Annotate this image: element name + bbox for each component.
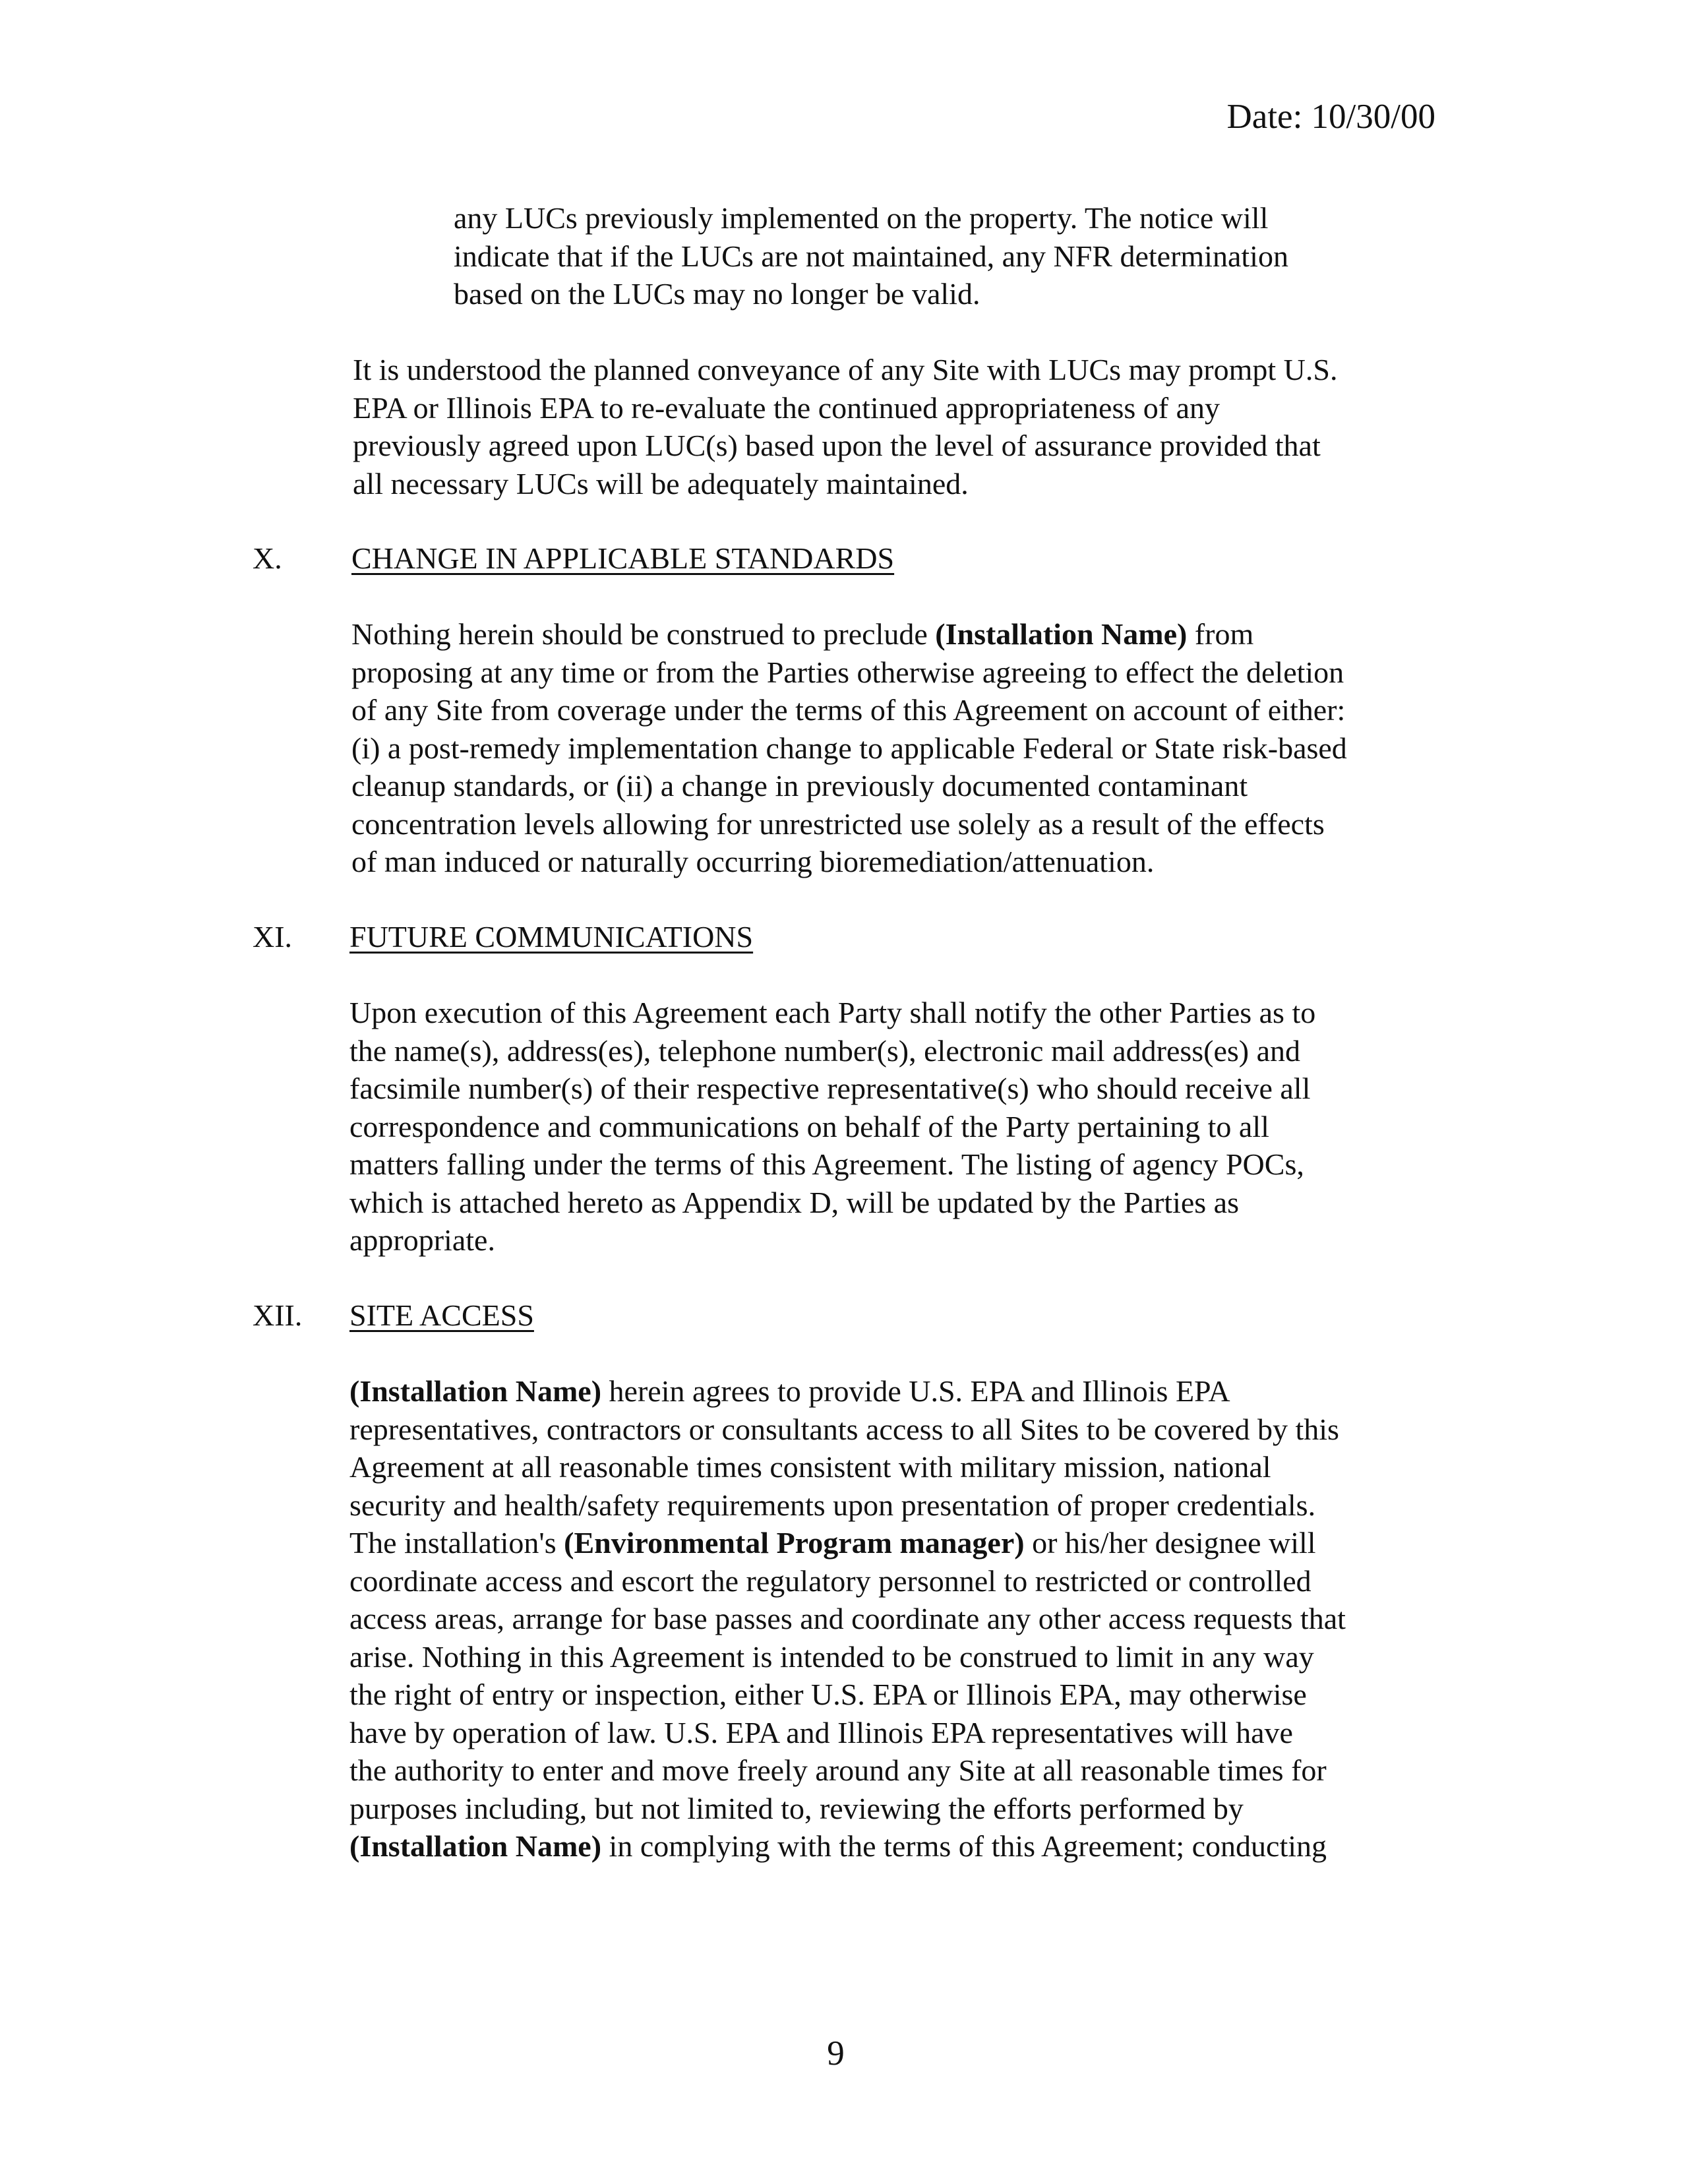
section-xi-title: FUTURE COMMUNICATIONS bbox=[349, 920, 754, 954]
text-line: It is understood the planned conveyance of any Site with LUCs may prompt U.S. bbox=[353, 353, 1338, 386]
text-line bbox=[349, 1827, 1346, 1866]
text-run: The installation's bbox=[349, 1526, 564, 1560]
text-line bbox=[349, 1372, 1346, 1410]
page-number: 9 bbox=[827, 2034, 845, 2073]
bold-placeholder: (Installation Name) bbox=[349, 1829, 602, 1863]
text-line: Agreement at all reasonable times consistent with military mission, national bbox=[349, 1450, 1271, 1484]
text-line: (i) a post-remedy implementation change to applicable Federal or State risk-based bbox=[351, 731, 1347, 765]
text-line: purposes including, but not limited to, reviewing the efforts performed by bbox=[349, 1791, 1244, 1825]
text-run: or his/her designee will bbox=[1024, 1526, 1316, 1560]
conveyance-paragraph bbox=[353, 351, 1337, 502]
text-run: from bbox=[1187, 617, 1254, 651]
text-line: representatives, contractors or consultants access to all Sites to be covered by this bbox=[349, 1412, 1339, 1446]
text-line: facsimile number(s) of their respective representative(s) who should receive all bbox=[349, 1072, 1311, 1105]
section-xii-paragraph bbox=[349, 1372, 1346, 1866]
section-x-number: X. bbox=[253, 541, 282, 575]
text-line: proposing at any time or from the Parties otherwise agreeing to effect the deletion bbox=[351, 655, 1344, 689]
text-line: previously agreed upon LUC(s) based upon the level of assurance provided that bbox=[353, 429, 1321, 462]
text-line: of any Site from coverage under the terms of this Agreement on account of either: bbox=[351, 693, 1346, 727]
text-line: the name(s), address(es), telephone number(s), electronic mail address(es) and bbox=[349, 1033, 1301, 1068]
bold-placeholder: (Installation Name) bbox=[349, 1374, 602, 1408]
text-line: have by operation of law. U.S. EPA and Illinois EPA representatives will have bbox=[349, 1715, 1293, 1749]
section-xii-title: SITE ACCESS bbox=[349, 1298, 534, 1332]
text-line: matters falling under the terms of this Agreement. The listing of agency POCs, bbox=[349, 1147, 1304, 1181]
text-line: the right of entry or inspection, either U.S. EPA or Illinois EPA, may otherwise bbox=[349, 1678, 1307, 1711]
text-line: which is attached hereto as Appendix D, will be updated by the Parties as bbox=[349, 1185, 1239, 1219]
section-x-paragraph bbox=[351, 615, 1347, 881]
text-line: appropriate. bbox=[349, 1223, 495, 1257]
text-line: all necessary LUCs will be adequately maintained. bbox=[353, 466, 969, 501]
text-line: the authority to enter and move freely around any Site at all reasonable times for bbox=[349, 1753, 1327, 1787]
bold-placeholder: (Environmental Program manager) bbox=[564, 1526, 1025, 1560]
text-line bbox=[351, 615, 1347, 653]
text-line: cleanup standards, or (ii) a change in previously documented contaminant bbox=[351, 769, 1248, 803]
text-line: EPA or Illinois EPA to re-evaluate the continued appropriateness of any bbox=[353, 390, 1220, 425]
text-line: coordinate access and escort the regulatory personnel to restricted or controlled bbox=[349, 1563, 1311, 1598]
text-run: Nothing herein should be construed to preclude bbox=[351, 617, 936, 651]
section-xi-paragraph bbox=[349, 994, 1315, 1259]
text-run: in complying with the terms of this Agreement; conducting bbox=[601, 1829, 1327, 1863]
text-line: indicate that if the LUCs are not maintained, any NFR determination bbox=[454, 239, 1288, 273]
text-line: based on the LUCs may no longer be valid. bbox=[454, 277, 980, 311]
header-date: Date: 10/30/00 bbox=[1226, 98, 1435, 136]
text-line: concentration levels allowing for unrestricted use solely as a result of the effects bbox=[351, 806, 1325, 841]
section-xii-number: XII. bbox=[253, 1298, 303, 1332]
text-line: Upon execution of this Agreement each Party shall notify the other Parties as to bbox=[349, 996, 1316, 1029]
section-x-title: CHANGE IN APPLICABLE STANDARDS bbox=[351, 541, 895, 575]
text-line: security and health/safety requirements upon presentation of proper credentials. bbox=[349, 1488, 1316, 1522]
text-line: any LUCs previously implemented on the property. The notice will bbox=[454, 201, 1269, 235]
continued-paragraph bbox=[454, 199, 1288, 313]
text-run: herein agrees to provide U.S. EPA and Illinois EPA bbox=[601, 1374, 1230, 1408]
text-line: of man induced or naturally occurring bioremediation/attenuation. bbox=[351, 845, 1155, 878]
text-line: correspondence and communications on behalf of the Party pertaining to all bbox=[349, 1109, 1269, 1143]
text-line bbox=[349, 1524, 1346, 1562]
section-xi-number: XI. bbox=[253, 920, 293, 954]
text-line: access areas, arrange for base passes and coordinate any other access requests that bbox=[349, 1602, 1346, 1635]
text-line: arise. Nothing in this Agreement is intended to be construed to limit in any way bbox=[349, 1639, 1314, 1674]
bold-placeholder: (Installation Name) bbox=[935, 617, 1188, 651]
